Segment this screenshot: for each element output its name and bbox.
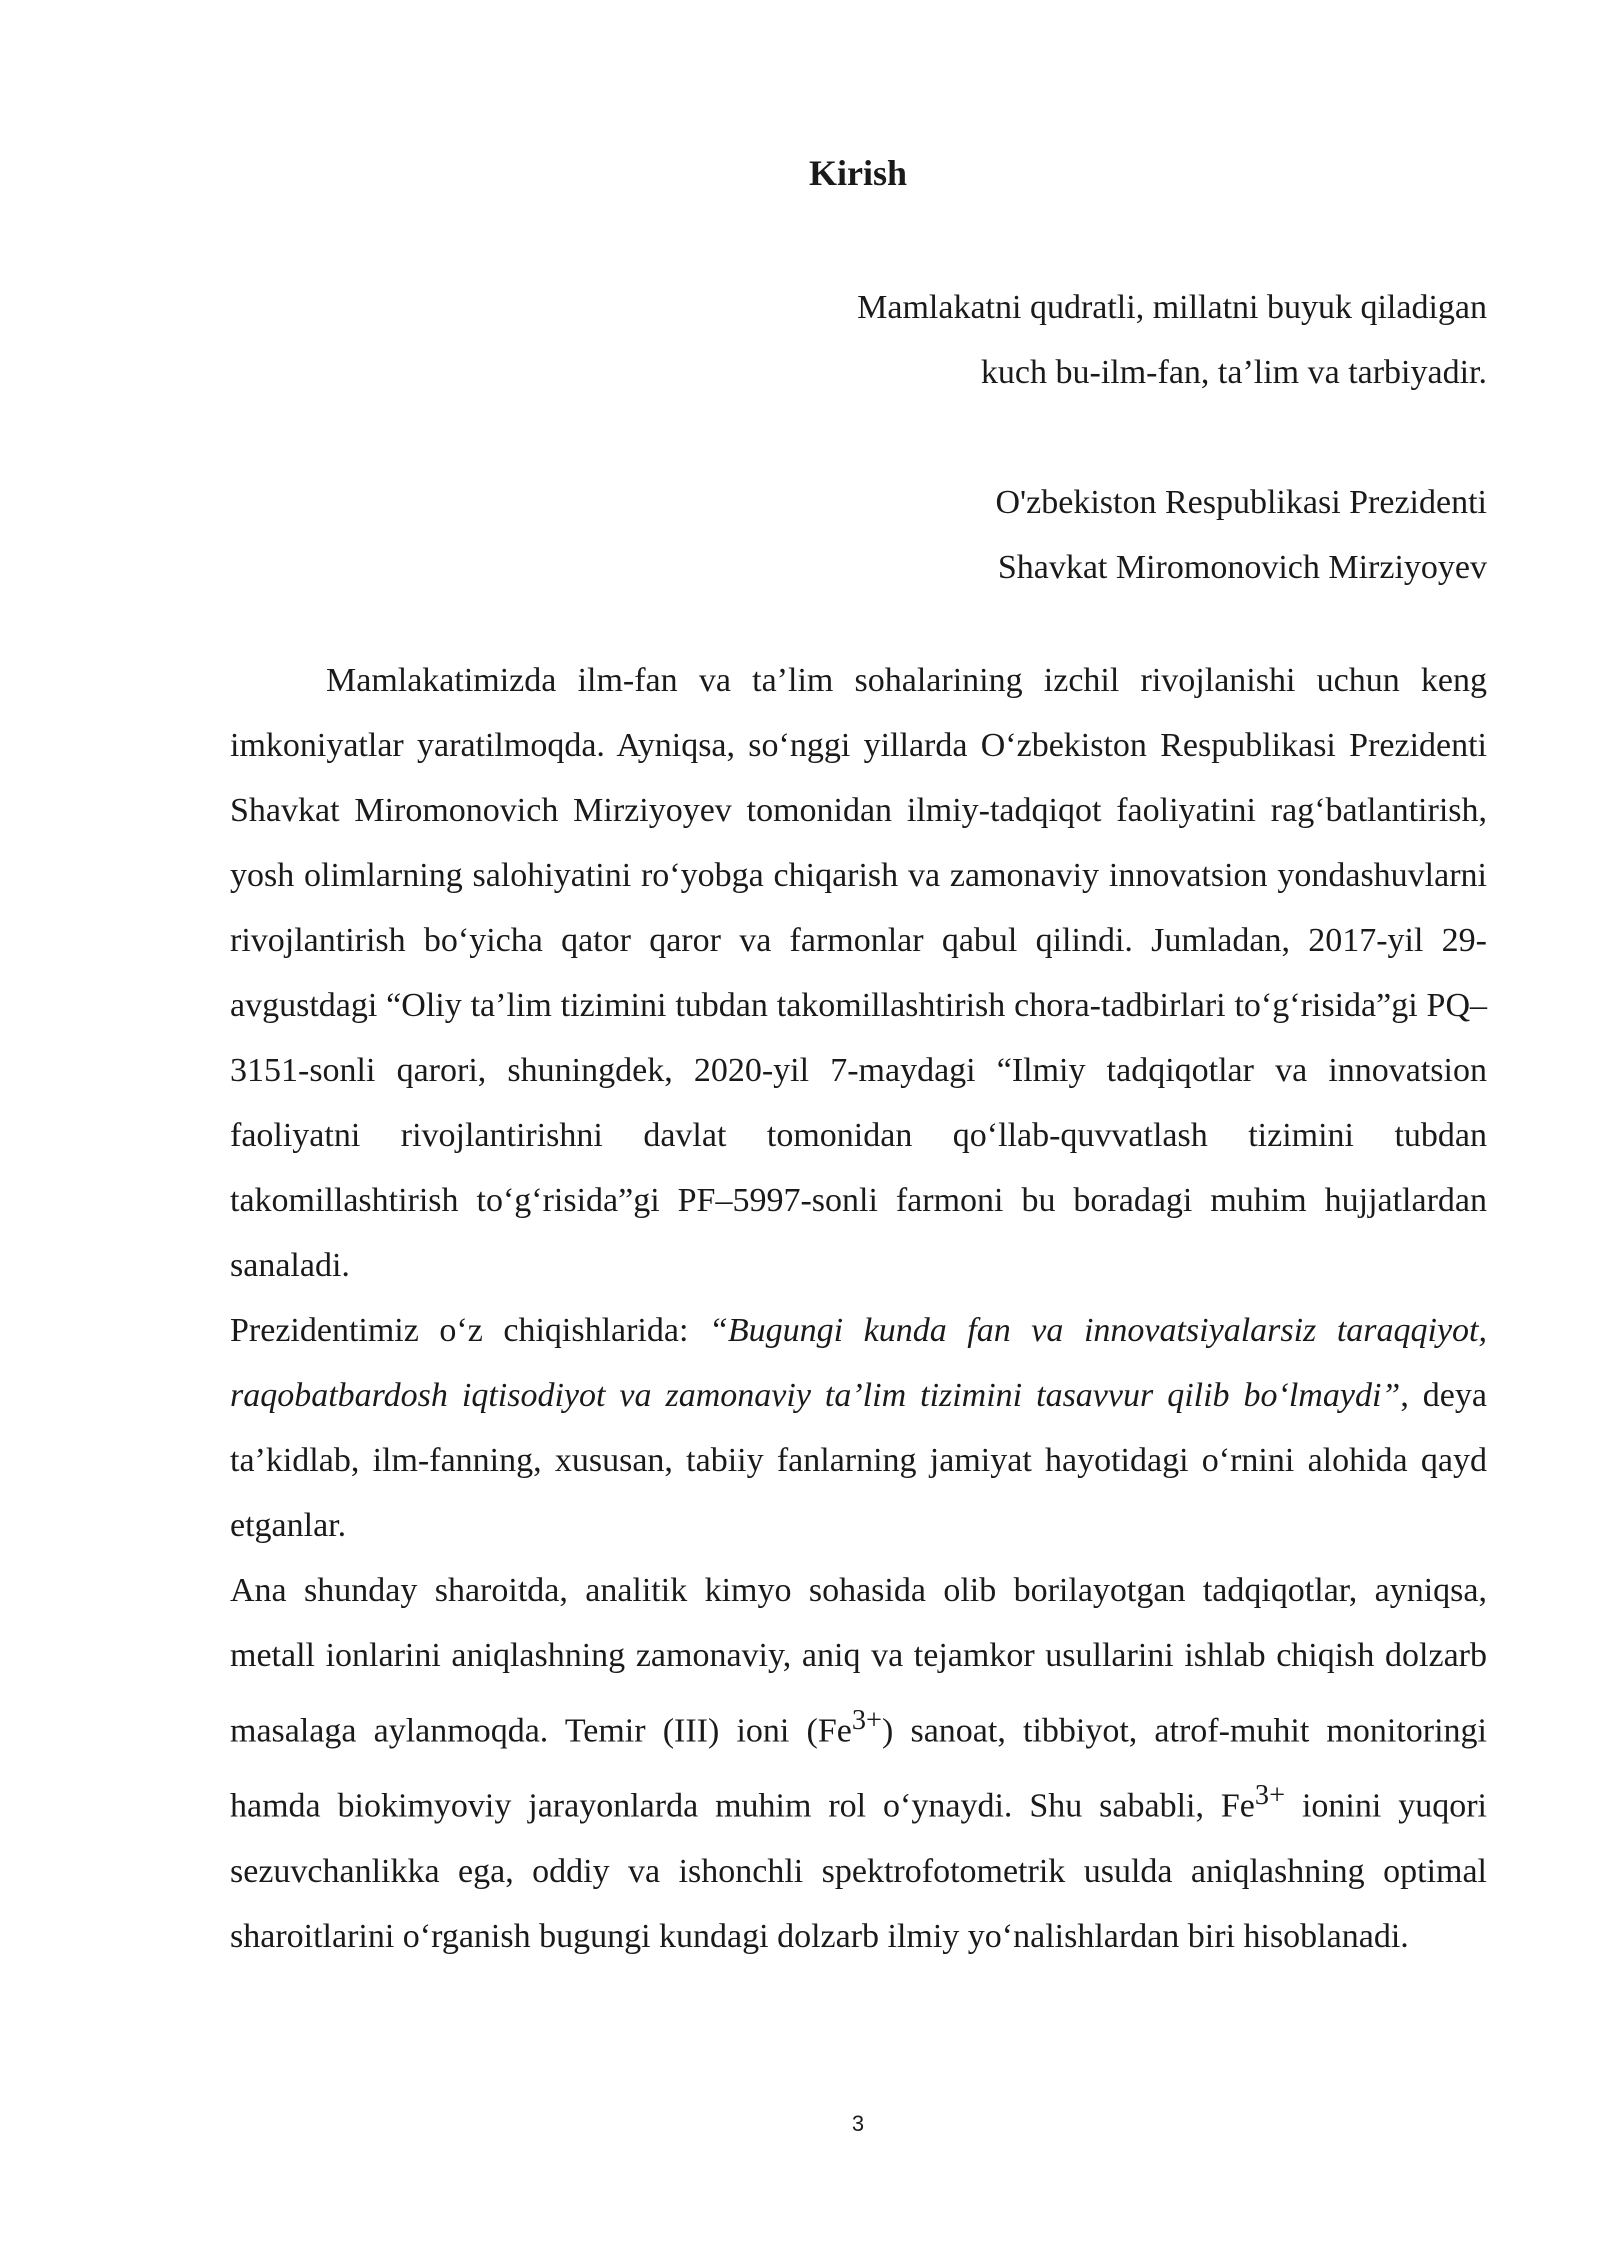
ion-charge: 3+: [851, 1705, 882, 1736]
paragraph: Mamlakatimizda ilm-fan va ta’lim sohalarining izchil rivojlanishi uchun keng imkoniyatlar yaratilmoqda. Ayniqsa, so‘nggi yillarda O‘zbekiston Respublikasi Prezidenti Shavkat Miromonovich Mirziyoyev tomonidan ilmiy-tadqiqot faoliyatini rag‘batlantirish, yosh olimlarning salohiyatini ro‘yobga chiqarish va zamonaviy innovatsion yondashuvlarni rivojlantirish bo‘yicha qator qaror va farmonlar qabul qilindi. Jumladan, 2017-yil 29-avgustdagi “Oliy ta’lim tizimini tubdan takomillashtirish chora-tadbirlari to‘g‘risida”gi PQ–3151-sonli qarori, shuningdek, 2020-yil 7-maydagi “Ilmiy tadqiqotlar va innovatsion faoliyatni rivojlantirishni davlat tomonidan qo‘llab-quvvatlash tizimini tubdan takomillashtirish to‘g‘risida”gi PF–5997-sonli farmoni bu boradagi muhim hujjatlardan sanaladi.: [230, 662, 1487, 1284]
body-text: [230, 648, 1487, 1969]
paragraph-part: Ana shunday sharoitda, analitik kimyo sohasida olib borilayotgan tadqiqotlar, ayniqsa, metall ionlarini aniqlashning zamonaviy, aniq va tejamkor usullarini ishlab chiqish dolzarb masalaga aylanmoqda. Temir (III) ioni (Fe: [230, 1572, 1487, 1750]
section-title: Kirish: [808, 153, 907, 193]
epigraph-author: [230, 470, 1487, 600]
ion-charge: 3+: [1254, 1780, 1286, 1812]
paragraph: [230, 1558, 1487, 1969]
paragraph-intro: Prezidentimiz o‘z chiqishlarida:: [230, 1312, 709, 1349]
paragraph-part: ) sanoat, tibbiyot, atrof-muhit monitoringi hamda biokimyoviy jarayonlarda muhim rol o‘ynaydi. Shu sababli, Fe: [230, 1712, 1487, 1825]
epigraph-author-line: Shavkat Miromonovich Mirziyoyev: [997, 549, 1487, 586]
paragraph: [230, 1298, 1487, 1558]
epigraph-quote: [230, 275, 1487, 405]
paragraph-part: ionini yuqori sezuvchanlikka ega, oddiy va ishonchli spektrofotometrik usulda aniqlashning optimal sharoitlarini o‘rganish bugungi kundagi dolzarb ilmiy yo‘nalishlardan biri hisoblanadi.: [230, 1787, 1488, 1955]
page-number: 3: [851, 2111, 865, 2136]
paragraph-rest: , deya ta’kidlab, ilm-fanning, xususan, tabiiy fanlarning jamiyat hayotidagi o‘rnini alohida qayd etganlar.: [230, 1377, 1487, 1544]
epigraph-author-line: O'zbekiston Respublikasi Prezidenti: [995, 484, 1487, 521]
epigraph-quote-line: kuch bu-ilm-fan, ta’lim va tarbiyadir.: [980, 354, 1487, 391]
president-quote: “Bugungi kunda fan va innovatsiyalarsiz taraqqiyot, raqobatbardosh iqtisodiyot va zamonaviy ta’lim tizimini tasavvur qilib bo‘lmaydi”: [230, 1312, 1487, 1414]
epigraph-quote-line: Mamlakatni qudratli, millatni buyuk qiladigan: [857, 289, 1487, 326]
